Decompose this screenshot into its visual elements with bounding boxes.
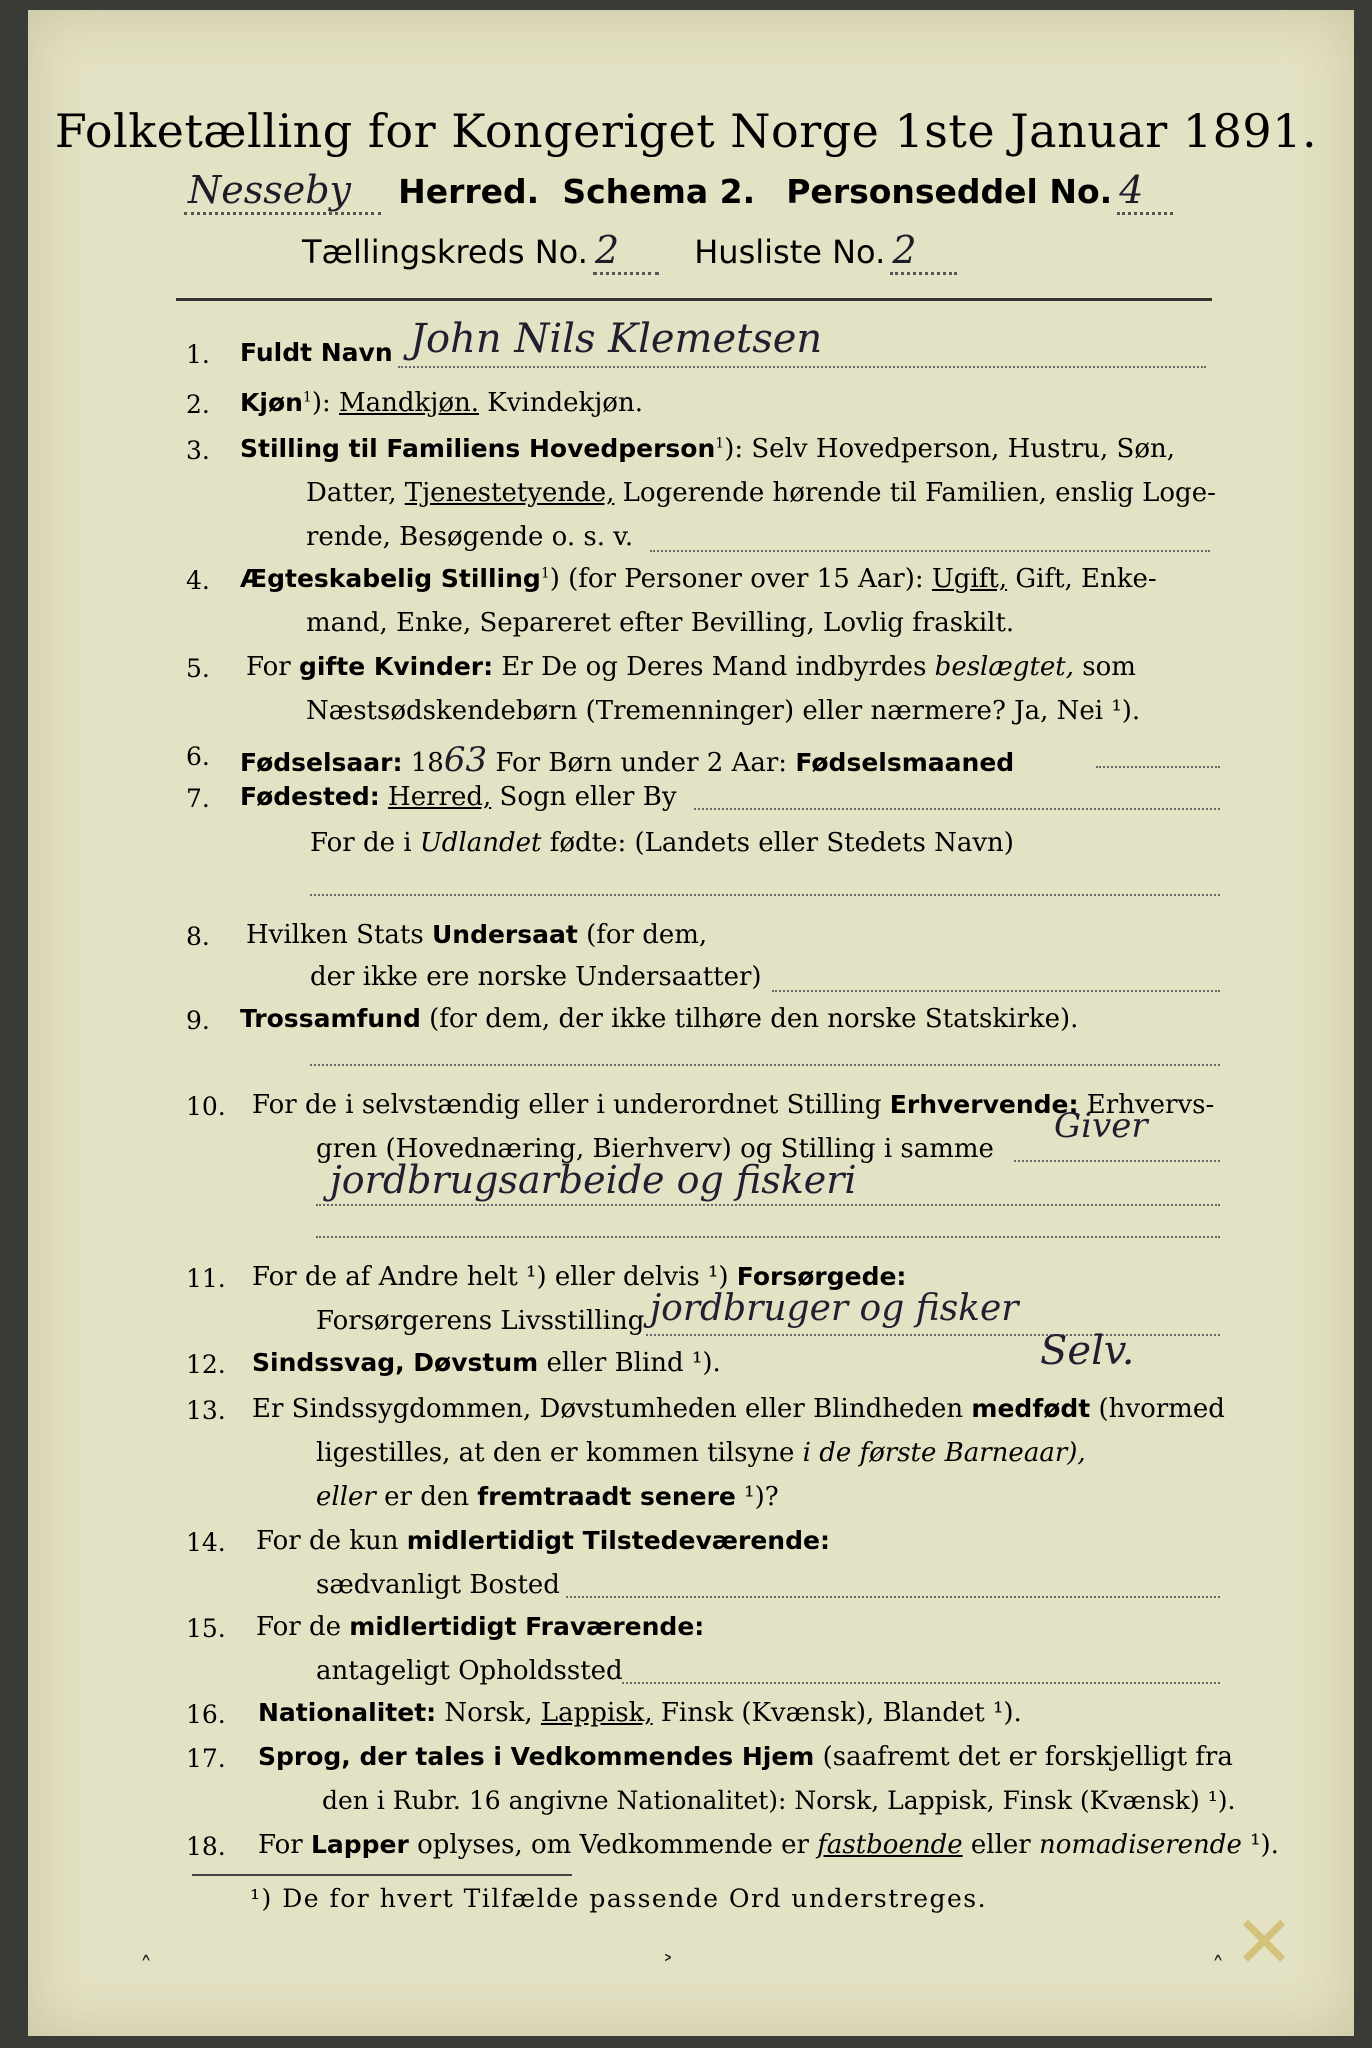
footnote-rule: [192, 1874, 572, 1876]
text-span: Finsk (Kvænsk), Blandet ¹).: [652, 1698, 1022, 1728]
item-number: 1.: [186, 340, 210, 369]
text-span: For de kun: [256, 1526, 407, 1556]
item-5-line-1: [246, 652, 1136, 682]
text-span: ): Selv Hovedperson, Hustru, Søn,: [724, 434, 1176, 464]
text-span: ):: [311, 388, 331, 418]
text-span: oplyses, om Vedkommende er: [408, 1830, 818, 1860]
text-span: Er Sindssygdommen, Døvstumheden eller Blindheden: [252, 1394, 972, 1424]
item-8-line-2: der ikke ere norske Undersaatter): [310, 962, 762, 992]
item-2-text: [240, 388, 643, 418]
footnote-ref: 1: [540, 565, 550, 582]
text-span: (for dem,: [577, 920, 708, 950]
item-13-line-2: [316, 1438, 1086, 1468]
option-tjenestetyende: Tjenestetyende,: [404, 478, 615, 508]
husliste-label: Husliste No.: [694, 233, 886, 271]
dotted-line: [310, 894, 1220, 896]
header-rule: [176, 298, 1212, 301]
text-span: Logerende hørende til Familien, enslig Loge-: [614, 478, 1216, 508]
item-number: 15.: [186, 1614, 226, 1643]
text-span: For de i selvstændig eller i underordnet Stilling: [252, 1090, 890, 1120]
item-number: 3.: [186, 436, 210, 465]
form-title: Folketælling for Kongeriget Norge 1ste Januar 1891.: [54, 104, 1318, 158]
item-3-line-1: [240, 434, 1175, 464]
label-erhvervende: Erhvervende:: [889, 1090, 1079, 1119]
item-8-line-1: [246, 920, 707, 950]
label-sindssvag: Sindssvag, Døvstum: [252, 1348, 539, 1377]
label-medfodt: medfødt: [971, 1394, 1091, 1423]
label-fravaerende: midlertidigt Fraværende:: [349, 1612, 705, 1641]
handwritten-provider: jordbruger og fisker: [650, 1288, 1019, 1329]
kreds-label: Tællingskreds No.: [302, 233, 588, 271]
label-nationalitet: Nationalitet:: [258, 1698, 437, 1727]
item-18-text: [258, 1830, 1279, 1860]
label-kjon: Kjøn: [240, 388, 303, 417]
item-7-line-2: [310, 828, 1014, 858]
text-span: 18: [402, 748, 444, 778]
text-span: Udlandet: [419, 828, 542, 858]
personseddel-label: Personseddel No.: [786, 172, 1113, 211]
registration-mark-center: ˃: [662, 1952, 674, 1980]
text-span: eller Blind ¹).: [538, 1348, 721, 1378]
item-12-text: [252, 1348, 721, 1378]
text-span: i de første Barneaar),: [802, 1438, 1086, 1468]
kreds-value: 2: [593, 228, 659, 275]
text-span: For de: [256, 1612, 350, 1642]
label-lapper: Lapper: [310, 1830, 409, 1859]
dotted-line: [566, 1596, 1220, 1598]
label-undersaat: Undersaat: [431, 920, 578, 949]
item-number: 11.: [186, 1264, 226, 1293]
item-number: 10.: [186, 1092, 226, 1121]
registration-mark-right: ˄: [1212, 1952, 1224, 1980]
item-number: 14.: [186, 1528, 226, 1557]
label-tilstedevaerende: midlertidigt Tilstedeværende:: [406, 1526, 830, 1555]
item-17-line-2: den i Rubr. 16 angivne Nationalitet): Norsk, Lappisk, Finsk (Kvænsk) ¹).: [322, 1786, 1236, 1815]
item-number: 7.: [186, 784, 210, 813]
item-16-text: [258, 1698, 1022, 1728]
text-span: Norsk,: [436, 1698, 541, 1728]
item-3-line-2: [306, 478, 1216, 508]
item-13-line-3: [316, 1482, 779, 1512]
text-span: som: [1074, 652, 1136, 682]
text-span: Erhvervs-: [1078, 1090, 1215, 1120]
item-number: 9.: [186, 1006, 210, 1035]
text-span: ¹)?: [735, 1482, 779, 1512]
schema-label: Schema 2.: [562, 172, 756, 211]
label-fodselsmaaned: Fødselsmaaned: [795, 748, 1015, 777]
label-fodselsaar: Fødselsaar:: [240, 748, 403, 777]
pencil-cross-mark: ✕: [1234, 1900, 1295, 1984]
label-forsorgede: Forsørgede:: [736, 1262, 907, 1291]
text-span: eller: [316, 1482, 376, 1512]
handwritten-selv: Selv.: [1040, 1328, 1135, 1374]
dotted-line: [398, 366, 1206, 368]
option-mandkjon: Mandkjøn.: [339, 388, 480, 418]
text-span: (saafremt det er forskjelligt fra: [814, 1742, 1233, 1772]
text-span: ) (for Personer over 15 Aar):: [549, 564, 932, 594]
dotted-line: [310, 1064, 1220, 1066]
handwritten-occupation-1: Giver: [1054, 1106, 1148, 1146]
option-herred: Herred,: [388, 782, 492, 812]
item-number: 13.: [186, 1396, 226, 1425]
item-number: 18.: [186, 1832, 226, 1861]
personseddel-value: 4: [1117, 168, 1173, 215]
dotted-line: [694, 808, 1220, 810]
item-number: 16.: [186, 1700, 226, 1729]
item-6-text: [240, 740, 1014, 780]
text-span: Gift, Enke-: [1007, 564, 1157, 594]
label-fodested: Fødested:: [240, 782, 380, 811]
option-kvindekjon: Kvindekjøn.: [479, 388, 643, 418]
text-span: fødte: (Landets eller Stedets Navn): [541, 828, 1014, 858]
husliste-value: 2: [890, 228, 956, 275]
item-4-line-1: [240, 564, 1157, 594]
header-line-kreds: [302, 228, 957, 275]
item-number: 4.: [186, 566, 210, 595]
registration-mark-left: ˄: [140, 1952, 152, 1980]
text-span: Hvilken Stats: [246, 920, 432, 950]
item-number: 6.: [186, 742, 210, 771]
text-span: For de i: [310, 828, 420, 858]
item-number: 2.: [186, 390, 210, 419]
item-number: 12.: [186, 1350, 226, 1379]
text-span: ¹).: [1241, 1830, 1279, 1860]
text-span: (hvormed: [1090, 1394, 1225, 1424]
dotted-line: [1014, 1160, 1220, 1162]
item-9-text: [240, 1004, 1078, 1034]
text-span: For Børn under 2 Aar:: [487, 748, 796, 778]
label-stilling: Stilling til Familiens Hovedperson: [240, 434, 716, 463]
item-10-line-2: gren (Hovednæring, Bierhverv) og Stilling i samme: [316, 1134, 994, 1164]
text-span: Datter,: [306, 478, 405, 508]
herred-label: Herred.: [398, 172, 540, 211]
handwritten-name: John Nils Klemetsen: [410, 316, 823, 362]
text-span: beslægtet,: [934, 652, 1074, 682]
dotted-line: [772, 990, 1220, 992]
item-3-line-3: rende, Besøgende o. s. v.: [306, 522, 634, 552]
item-1-label: [240, 338, 393, 368]
label-trossamfund: Trossamfund: [240, 1004, 421, 1033]
item-15-line-2: antageligt Opholdssted: [316, 1656, 623, 1686]
text-span: Sogn eller By: [491, 782, 677, 812]
item-5-line-2: Næstsødskendebørn (Tremenninger) eller nærmere? Ja, Nei ¹).: [306, 696, 1141, 726]
dotted-line: [316, 1204, 1220, 1206]
herred-value: Nesseby: [184, 168, 381, 215]
label-sprog: Sprog, der tales i Vedkommendes Hjem: [258, 1742, 815, 1771]
label-fremtraadt: fremtraadt senere: [477, 1482, 736, 1511]
handwritten-birth-year: 63: [443, 740, 488, 780]
text-span: eller: [962, 1830, 1039, 1860]
option-lappisk: Lappisk,: [540, 1698, 653, 1728]
item-number: 17.: [186, 1744, 226, 1773]
item-7-line-1: [240, 782, 677, 812]
handwritten-occupation-2: jordbrugsarbeide og fiskeri: [330, 1158, 857, 1202]
item-4-line-2: mand, Enke, Separeret efter Bevilling, Lovlig fraskilt.: [306, 608, 1015, 638]
label-aegteskabelig: Ægteskabelig Stilling: [240, 564, 541, 593]
item-14-line-2: sædvanligt Bosted: [316, 1570, 560, 1600]
text-span: nomadiserende: [1039, 1830, 1242, 1860]
dotted-line: [650, 550, 1210, 552]
text-span: ligestilles, at den er kommen tilsyne: [316, 1438, 803, 1468]
option-ugift: Ugift,: [931, 564, 1008, 594]
header-line-herred: [184, 168, 1173, 215]
label-gifte-kvinder: gifte Kvinder:: [298, 652, 494, 681]
item-number: 5.: [186, 654, 210, 683]
footnote-ref: 1: [302, 389, 312, 406]
item-14-line-1: [256, 1526, 830, 1556]
item-13-line-1: [252, 1394, 1225, 1424]
text-span: For: [246, 652, 299, 682]
item-number: 8.: [186, 922, 210, 951]
option-fastboende: fastboende: [817, 1830, 963, 1860]
item-17-line-1: [258, 1742, 1233, 1772]
dotted-line: [1096, 766, 1220, 768]
footnote-ref: 1: [715, 435, 725, 452]
footnote: ¹) De for hvert Tilfælde passende Ord understreges.: [250, 1884, 988, 1913]
text-span: (for dem, der ikke tilhøre den norske Statskirke).: [420, 1004, 1079, 1034]
text-span: Er De og Deres Mand indbyrdes: [493, 652, 935, 682]
item-15-line-1: [256, 1612, 704, 1642]
dotted-line: [622, 1682, 1220, 1684]
item-11-line-2: Forsørgerens Livsstilling: [316, 1306, 645, 1336]
label-fuldt-navn: Fuldt Navn: [240, 338, 393, 367]
text-span: For: [258, 1830, 311, 1860]
dotted-line: [316, 1236, 1220, 1238]
text-span: er den: [375, 1482, 478, 1512]
text-span: For de af Andre helt ¹) eller delvis ¹): [252, 1262, 737, 1292]
